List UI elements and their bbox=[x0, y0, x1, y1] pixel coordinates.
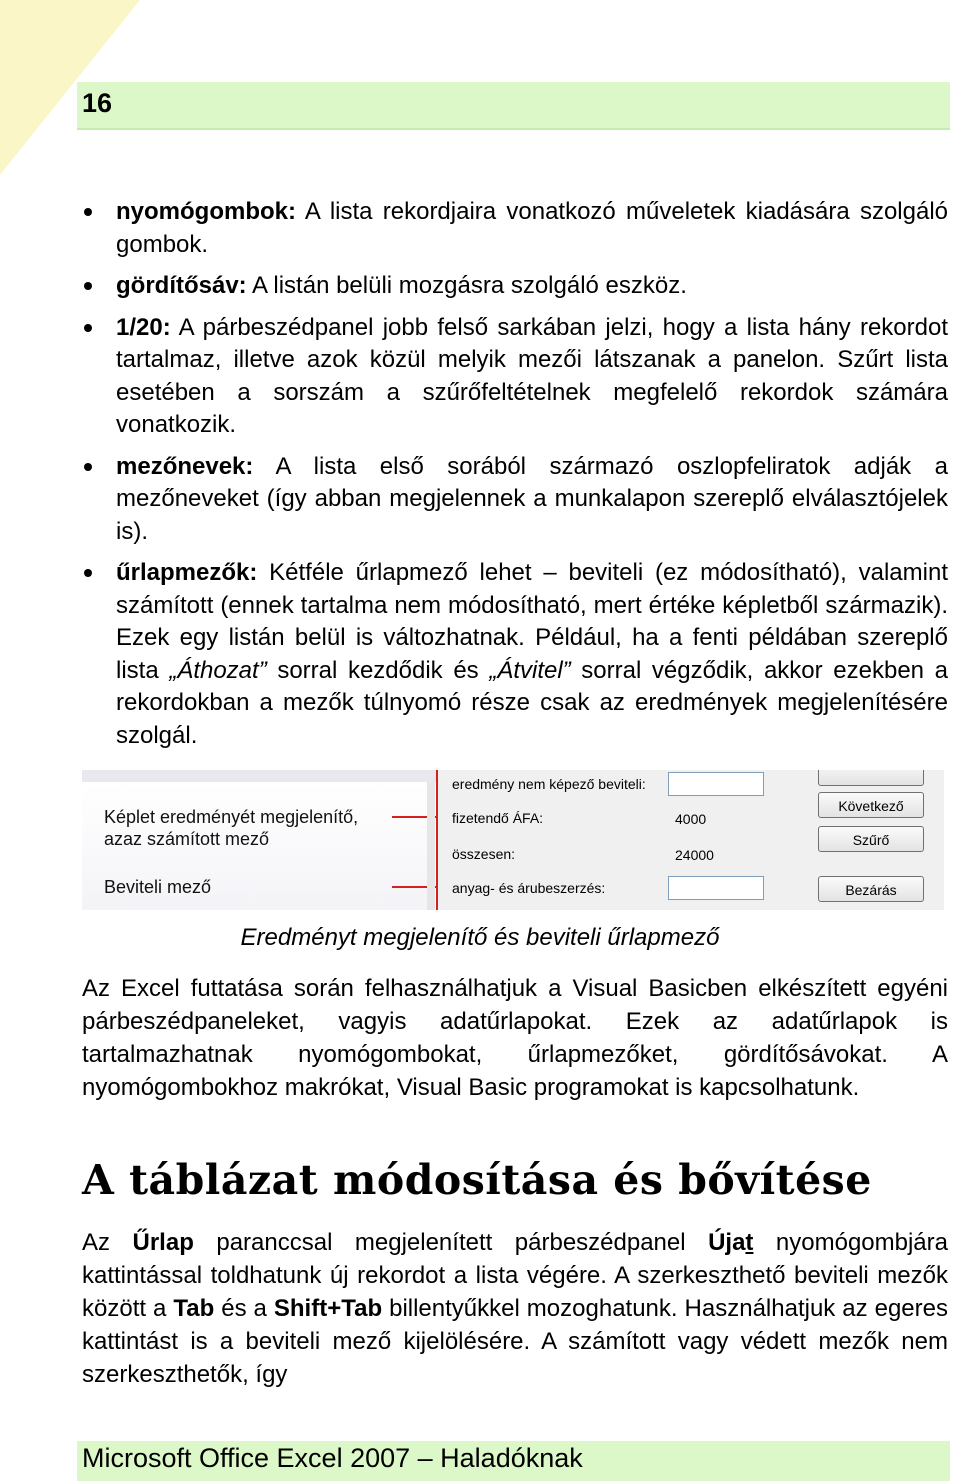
computed-field: 4000 bbox=[675, 811, 707, 827]
bold-term: Űrlap bbox=[132, 1229, 194, 1256]
scrollbar[interactable] bbox=[427, 782, 435, 910]
term: mezőnevek: bbox=[116, 452, 254, 480]
bold-term: Shift+Tab bbox=[273, 1295, 383, 1322]
bold-term: Tab bbox=[173, 1295, 215, 1322]
field-label: anyag- és árubeszerzés: bbox=[452, 880, 606, 896]
term: nyomógombok: bbox=[116, 198, 296, 225]
term-description: A lista első sorából származó oszlopfeliratok adják a mezőneveket (így abban megjelennek a munkalapon szereplő elválasztójelek is). bbox=[116, 452, 948, 545]
list-item bbox=[82, 451, 948, 549]
field-label: összesen: bbox=[452, 846, 516, 862]
footer-text: Microsoft Office Excel 2007 – Haladóknak bbox=[82, 1443, 583, 1473]
computed-field-label: Képlet eredményét megjelenítő, bbox=[104, 807, 359, 827]
text-run: Úja bbox=[708, 1229, 746, 1256]
term-description: A lista rekordjaira vonatkozó műveletek kiadására szolgáló gombok. bbox=[116, 198, 948, 258]
computed-field-label: azaz számított mező bbox=[104, 829, 270, 849]
text-run: és a bbox=[214, 1295, 274, 1322]
body-paragraph: Az Excel futtatása során felhasználhatjuk a Visual Basicben elkészített egyéni párbeszédpaneleket, vagyis adatűrlapokat. Ezek az adatűrlapok is tartalmazhatnak nyomógombokat, űrlapmezőket, gördítősávokat. A nyomógombokhoz makrókat, Visual Basic programokat is kapcsolhatunk. bbox=[82, 975, 948, 1101]
term: űrlapmezők: bbox=[116, 559, 258, 586]
form-screenshot bbox=[82, 770, 944, 910]
bullet-icon bbox=[84, 282, 92, 290]
emphasis: „Áthozat” bbox=[169, 656, 267, 684]
list-item bbox=[82, 312, 948, 442]
section-heading: A táblázat módosítása és bővítése bbox=[82, 1156, 872, 1204]
filter-button[interactable]: Szűrő bbox=[818, 826, 924, 852]
bullet-icon bbox=[84, 208, 92, 216]
close-button[interactable]: Bezárás bbox=[818, 876, 924, 902]
term: gördítősáv: bbox=[116, 272, 247, 299]
text-run: billentyűkkel mozoghatunk. Használhatjuk az egeres kattintást is a beviteli mező kijelölésére. A számított vagy védett mezők nem szerkeszthetők, így bbox=[82, 1295, 948, 1388]
list-item bbox=[82, 270, 948, 303]
page-footer bbox=[77, 1441, 950, 1481]
text-run: Az bbox=[82, 1229, 133, 1256]
term-description: sorral végződik, akkor ezekben a rekordokban a mezők túlnyomó része csak az eredmények megjelenítésére szolgál. bbox=[116, 656, 948, 749]
emphasis: „Átvitel” bbox=[489, 656, 571, 684]
screenshot-top-strip bbox=[82, 770, 442, 782]
body-paragraph bbox=[82, 1226, 948, 1391]
page-number: 16 bbox=[82, 88, 113, 118]
data-form-dialog bbox=[436, 770, 944, 910]
dialog-button[interactable] bbox=[818, 770, 924, 786]
figure-caption: Eredményt megjelenítő és beviteli űrlapmező bbox=[240, 924, 720, 951]
term-description: sorral kezdődik és bbox=[266, 656, 490, 684]
input-field-label: Beviteli mező bbox=[104, 877, 212, 897]
term: 1/20: bbox=[116, 313, 171, 341]
computed-field: 24000 bbox=[675, 847, 714, 863]
form-field[interactable] bbox=[668, 876, 764, 900]
term-description: Kétféle űrlapmező lehet – beviteli (ez módosítható), valamint számított (ennek tartalma nem módosítható, mert értéke képletből származik). Ezek egy listán belül is változhatnak. Például, ha a fenti példában szereplő lista bbox=[116, 559, 948, 684]
text-run: nyomógombjára kattintással toldhatunk új rekordot a lista végére. A szerkeszthető beviteli mezők között a bbox=[82, 1229, 948, 1322]
field-label: eredmény nem képező beviteli: bbox=[452, 776, 646, 792]
bullet-icon bbox=[84, 463, 92, 471]
field-label: fizetendő ÁFA: bbox=[452, 810, 544, 826]
next-button[interactable]: Következő bbox=[818, 792, 924, 818]
text-run: paranccsal megjelenített párbeszédpanel bbox=[193, 1229, 709, 1256]
form-field[interactable] bbox=[668, 772, 764, 796]
list-item bbox=[82, 196, 948, 261]
term-description: A listán belüli mozgásra szolgáló eszköz. bbox=[246, 272, 687, 299]
list-item bbox=[82, 557, 948, 752]
bold-term bbox=[708, 1229, 753, 1256]
term-description: A párbeszédpanel jobb felső sarkában jelzi, hogy a lista hány rekordot tartalmaz, illetve azok közül melyik mezői látszanak a panelon. Szűrt lista esetében a sorszám a szűrőfeltételnek megfelelő rekordok számára vonatkozik. bbox=[116, 313, 948, 438]
bullet-list bbox=[82, 196, 948, 761]
bullet-icon bbox=[84, 324, 92, 332]
bullet-icon bbox=[84, 569, 92, 577]
hotkey-letter: t bbox=[745, 1229, 754, 1256]
page-header bbox=[77, 82, 950, 130]
